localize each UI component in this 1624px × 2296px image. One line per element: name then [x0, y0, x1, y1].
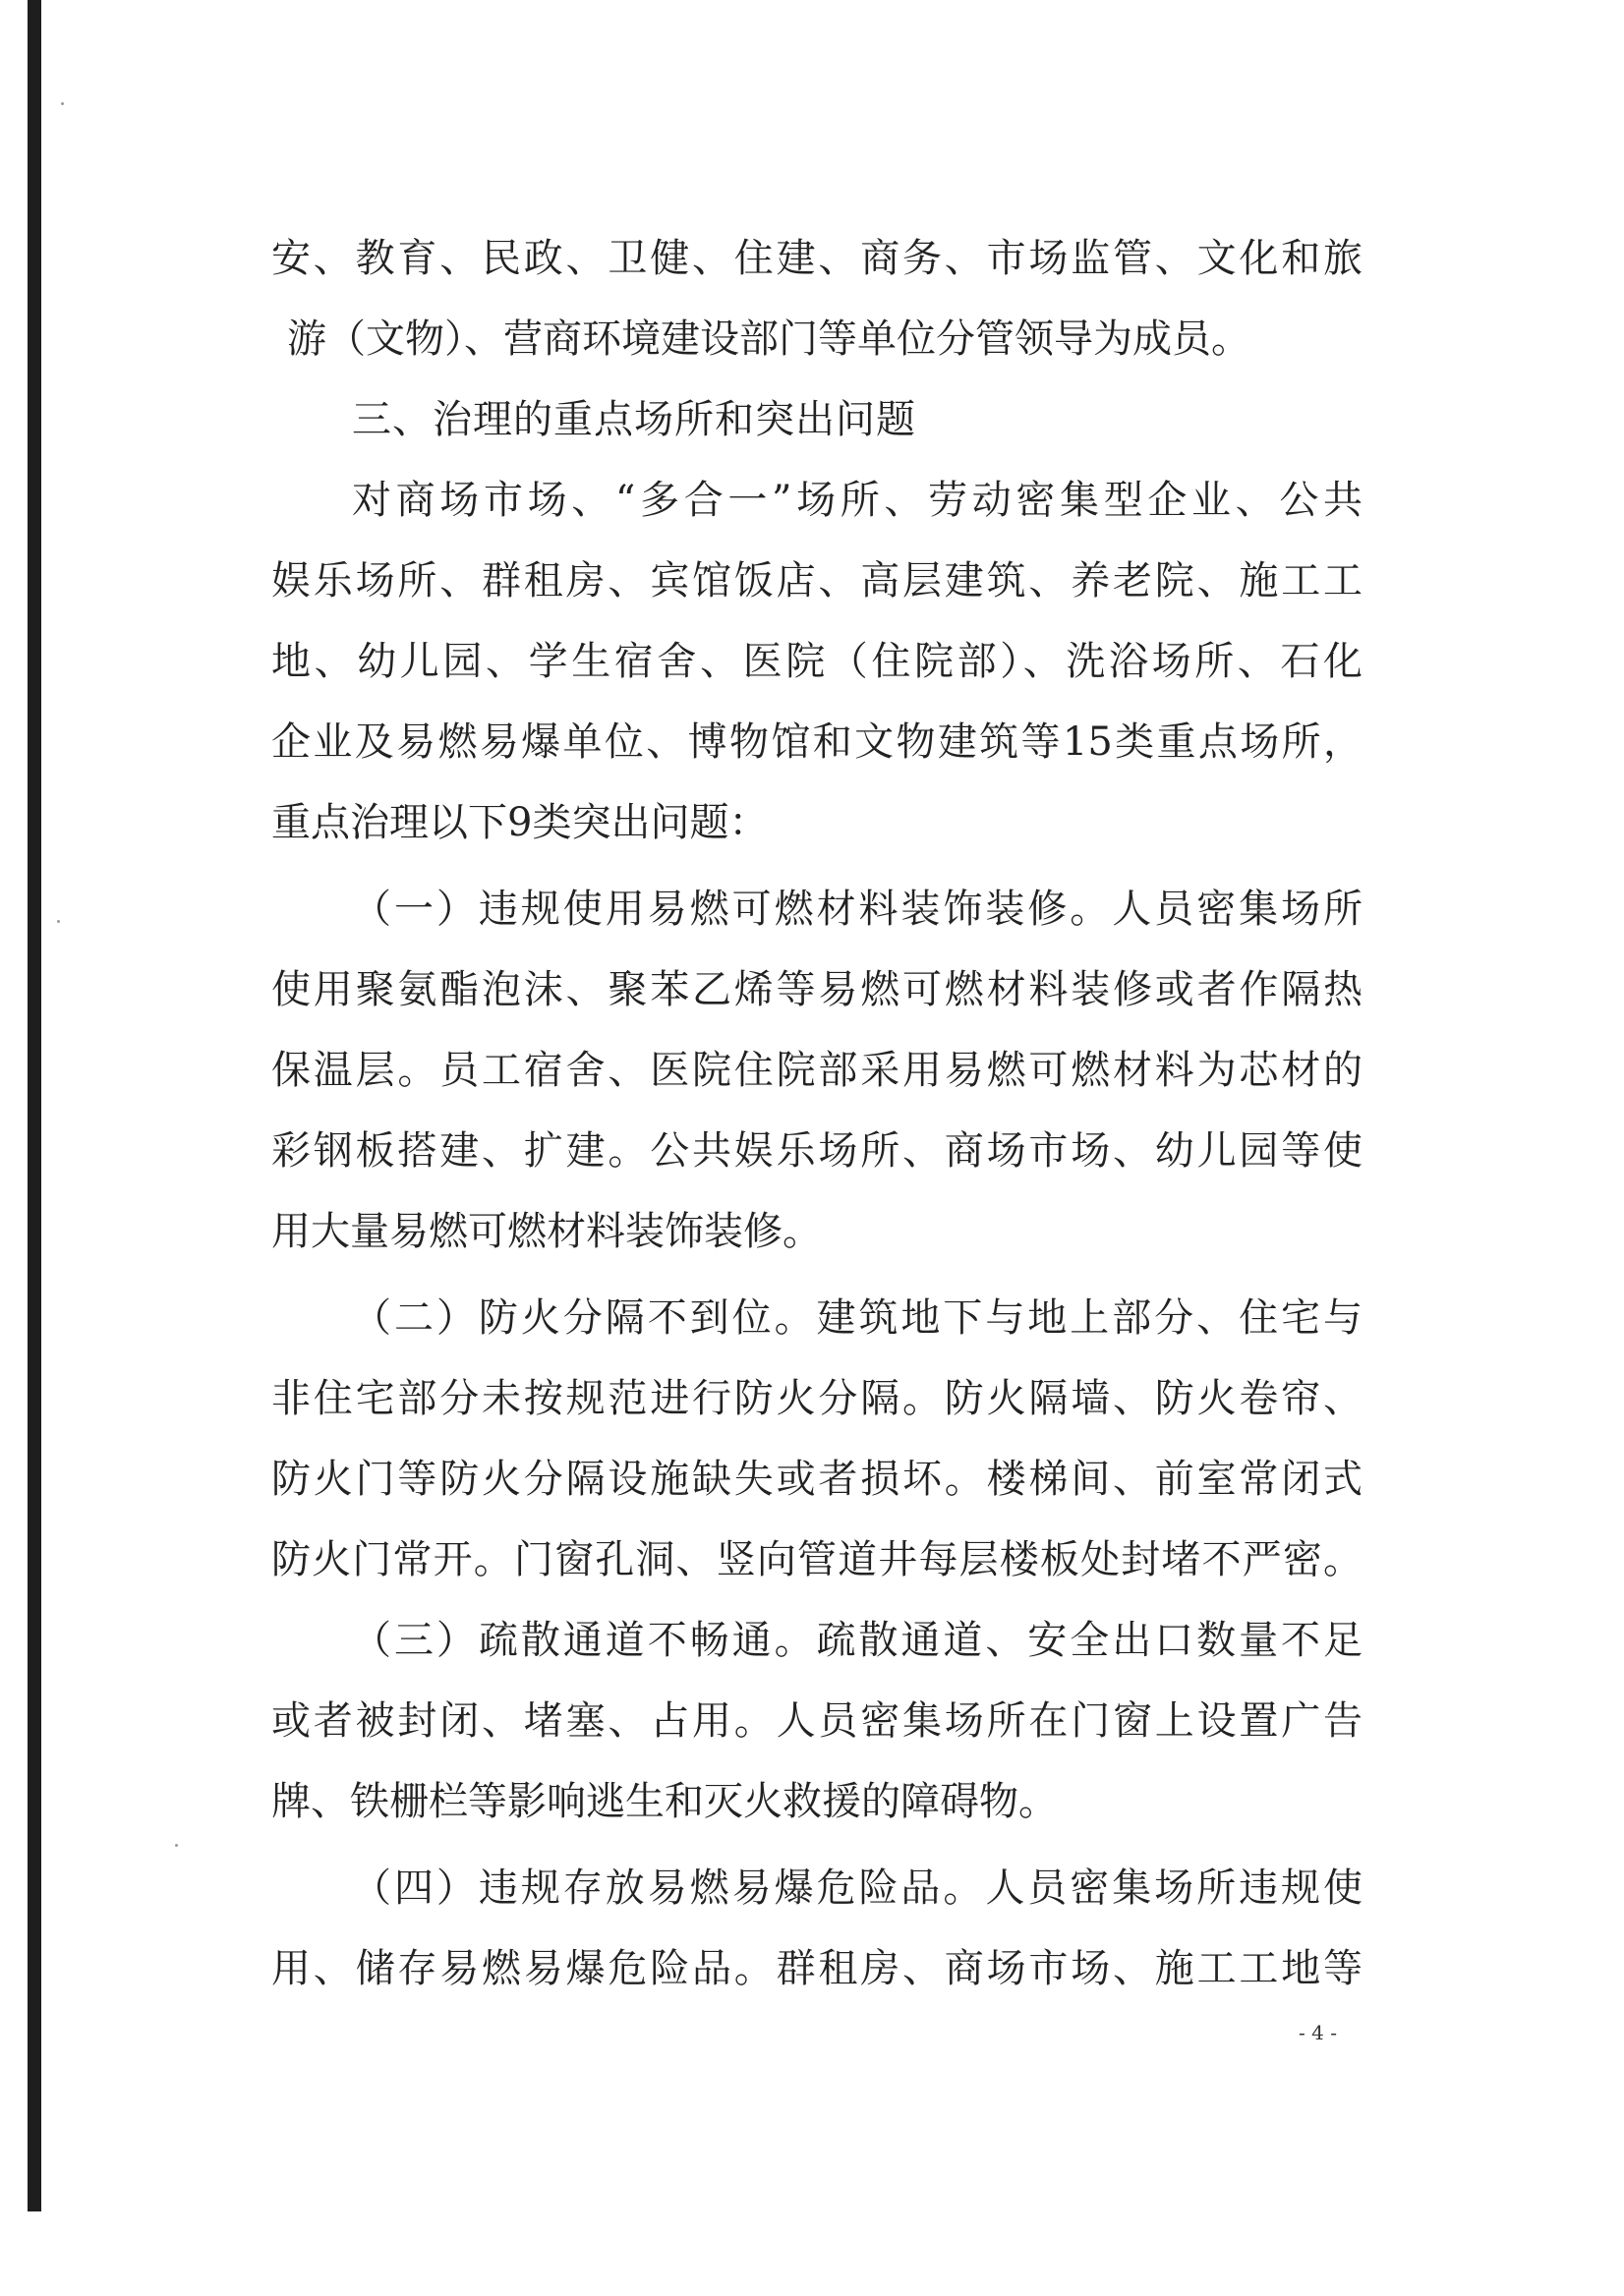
text-line: 或者被封闭、堵塞、占用。人员密集场所在门窗上设置广告 [271, 1698, 1363, 1744]
scan-speck [175, 1844, 178, 1847]
scan-speck [57, 920, 60, 923]
text-line: 用、储存易燃易爆危险品。群租房、商场市场、施工工地等 [271, 1946, 1363, 1991]
text-line: 安、教育、民政、卫健、住建、商务、市场监管、文化和旅 [271, 236, 1363, 281]
item-first-line: （四）违规存放易燃易爆危险品。人员密集场所违规使 [352, 1866, 1363, 1911]
text-line: 企业及易燃易爆单位、博物馆和文物建筑等15类重点场所， [271, 719, 1363, 765]
text-line: 牌、铁栅栏等影响逃生和灭火救援的障碍物。 [271, 1779, 1058, 1824]
text-line: 地、幼儿园、学生宿舍、医院（住院部）、洗浴场所、石化 [271, 639, 1363, 684]
text-line: 娱乐场所、群租房、宾馆饭店、高层建筑、养老院、施工工 [271, 558, 1363, 603]
text-line: 使用聚氨酯泡沫、聚苯乙烯等易燃可燃材料装修或者作隔热 [271, 967, 1363, 1012]
item-first-line: （三）疏散通道不畅通。疏散通道、安全出口数量不足 [352, 1618, 1363, 1663]
section-heading: 三、治理的重点场所和突出问题 [352, 397, 916, 442]
text-line: 防火门等防火分隔设施缺失或者损坏。楼梯间、前室常闭式 [271, 1457, 1363, 1502]
page-number: - 4 - [1299, 2021, 1337, 2044]
paragraph-first-line: 对商场市场、“多合一”场所、劳动密集型企业、公共 [352, 478, 1363, 523]
text-line: 用大量易燃可燃材料装饰装修。 [271, 1209, 822, 1254]
text-line: 非住宅部分未按规范进行防火分隔。防火隔墙、防火卷帘、 [271, 1376, 1363, 1421]
item-first-line: （二）防火分隔不到位。建筑地下与地上部分、住宅与 [352, 1295, 1363, 1341]
text-line: 彩钢板搭建、扩建。公共娱乐场所、商场市场、幼儿园等使 [271, 1128, 1363, 1174]
document-body [271, 218, 1363, 2009]
item-first-line: （一）违规使用易燃可燃材料装饰装修。人员密集场所 [352, 887, 1363, 932]
text-line: 游（文物）、营商环境建设部门等单位分管领导为成员。 [287, 316, 1250, 362]
text-line: 保温层。员工宿舍、医院住院部采用易燃可燃材料为芯材的 [271, 1048, 1363, 1093]
scan-speck [61, 102, 64, 105]
text-line: 重点治理以下9类突出问题： [271, 800, 769, 845]
scan-edge-shadow [28, 0, 41, 2211]
text-line: 防火门常开。门窗孔洞、竖向管道井每层楼板处封堵不严密。 [271, 1537, 1363, 1582]
